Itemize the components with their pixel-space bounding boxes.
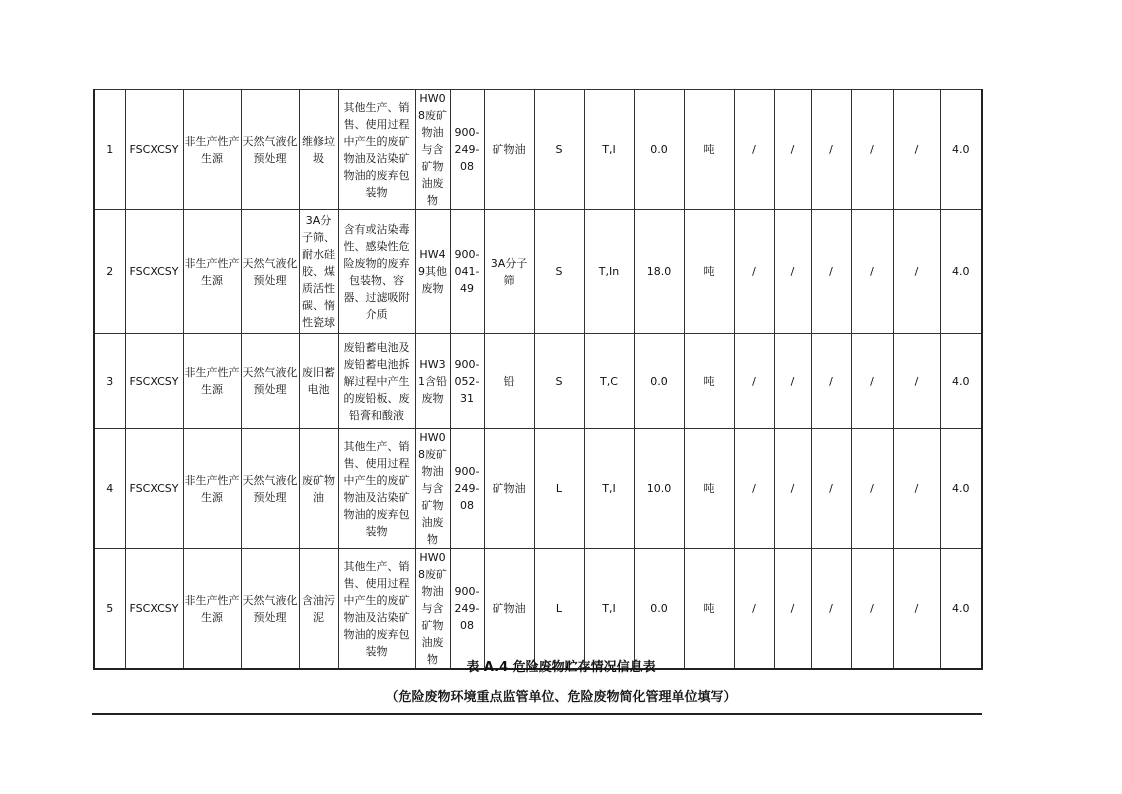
source-type: 非生产性产生源 (183, 429, 241, 549)
empty-cell: / (851, 210, 893, 334)
table-title: 表 A.4 危险废物贮存情况信息表 (466, 660, 656, 675)
empty-cell: / (851, 334, 893, 429)
harmful-component: 矿物油 (484, 90, 534, 210)
facility-code: FSCXCSY (125, 90, 183, 210)
row-number: 3 (94, 334, 125, 429)
facility-code: FSCXCSY (125, 549, 183, 670)
physical-form: L (534, 429, 584, 549)
empty-cell: / (893, 429, 940, 549)
hazard-property: T,C (584, 334, 634, 429)
waste-description: 其他生产、销售、使用过程中产生的废矿物油及沾染矿物油的废弃包装物 (338, 90, 415, 210)
waste-code: 900-041-49 (450, 210, 484, 334)
empty-cell: / (734, 429, 774, 549)
waste-category: HW31含铅废物 (415, 334, 450, 429)
empty-cell: / (774, 210, 811, 334)
unit: 吨 (684, 210, 734, 334)
waste-name: 维修垃圾 (299, 90, 338, 210)
empty-cell: / (734, 90, 774, 210)
waste-name: 3A分子筛、耐水硅胶、煤质活性碳、惰性瓷球 (299, 210, 338, 334)
amount: 0.0 (634, 334, 684, 429)
table-row (94, 549, 982, 670)
hazard-property: T,I (584, 549, 634, 670)
row-number: 5 (94, 549, 125, 670)
source-type: 非生产性产生源 (183, 90, 241, 210)
empty-cell: / (774, 90, 811, 210)
facility-name: 天然气液化预处理 (241, 210, 299, 334)
harmful-component: 矿物油 (484, 549, 534, 670)
source-type: 非生产性产生源 (183, 334, 241, 429)
waste-name: 含油污泥 (299, 549, 338, 670)
waste-name: 废矿物油 (299, 429, 338, 549)
empty-cell: / (811, 549, 851, 670)
waste-category: HW49其他废物 (415, 210, 450, 334)
unit: 吨 (684, 334, 734, 429)
amount: 10.0 (634, 429, 684, 549)
waste-name: 废旧蓄电池 (299, 334, 338, 429)
physical-form: S (534, 210, 584, 334)
empty-cell: / (734, 549, 774, 670)
unit: 吨 (684, 429, 734, 549)
waste-description: 其他生产、销售、使用过程中产生的废矿物油及沾染矿物油的废弃包装物 (338, 549, 415, 670)
last-value: 4.0 (940, 429, 982, 549)
waste-category: HW08废矿物油与含矿物油废物 (415, 429, 450, 549)
harmful-component: 3A分子筛 (484, 210, 534, 334)
empty-cell: / (774, 334, 811, 429)
waste-code: 900-249-08 (450, 549, 484, 670)
hazard-property: T,I (584, 429, 634, 549)
waste-code: 900-052-31 (450, 334, 484, 429)
last-value: 4.0 (940, 549, 982, 670)
last-value: 4.0 (940, 334, 982, 429)
hazard-property: T,I (584, 90, 634, 210)
empty-cell: / (774, 549, 811, 670)
empty-cell: / (851, 429, 893, 549)
empty-cell: / (893, 549, 940, 670)
empty-cell: / (811, 210, 851, 334)
last-value: 4.0 (940, 90, 982, 210)
hazard-property: T,In (584, 210, 634, 334)
amount: 0.0 (634, 549, 684, 670)
empty-cell: / (851, 90, 893, 210)
amount: 18.0 (634, 210, 684, 334)
empty-cell: / (851, 549, 893, 670)
table-row (94, 90, 982, 210)
source-type: 非生产性产生源 (183, 549, 241, 670)
unit: 吨 (684, 90, 734, 210)
waste-code: 900-249-08 (450, 429, 484, 549)
table-row (94, 334, 982, 429)
harmful-component: 矿物油 (484, 429, 534, 549)
waste-description: 废铅蓄电池及废铅蓄电池拆解过程中产生的废铅板、废铅膏和酸液 (338, 334, 415, 429)
waste-description: 其他生产、销售、使用过程中产生的废矿物油及沾染矿物油的废弃包装物 (338, 429, 415, 549)
physical-form: S (534, 90, 584, 210)
row-number: 4 (94, 429, 125, 549)
amount: 0.0 (634, 90, 684, 210)
waste-description: 含有或沾染毒性、感染性危险废物的废弃包装物、容器、过滤吸附介质 (338, 210, 415, 334)
table-subtitle: （危险废物环境重点监管单位、危险废物简化管理单位填写） (385, 690, 737, 705)
empty-cell: / (893, 334, 940, 429)
unit: 吨 (684, 549, 734, 670)
empty-cell: / (774, 429, 811, 549)
waste-category: HW08废矿物油与含矿物油废物 (415, 549, 450, 670)
table-row (94, 210, 982, 334)
facility-name: 天然气液化预处理 (241, 429, 299, 549)
harmful-component: 铅 (484, 334, 534, 429)
empty-cell: / (893, 90, 940, 210)
facility-code: FSCXCSY (125, 210, 183, 334)
facility-code: FSCXCSY (125, 334, 183, 429)
last-value: 4.0 (940, 210, 982, 334)
empty-cell: / (811, 429, 851, 549)
empty-cell: / (811, 90, 851, 210)
facility-name: 天然气液化预处理 (241, 334, 299, 429)
empty-cell: / (811, 334, 851, 429)
table-row (94, 429, 982, 549)
source-type: 非生产性产生源 (183, 210, 241, 334)
physical-form: S (534, 334, 584, 429)
row-number: 1 (94, 90, 125, 210)
facility-name: 天然气液化预处理 (241, 549, 299, 670)
facility-code: FSCXCSY (125, 429, 183, 549)
waste-category: HW08废矿物油与含矿物油废物 (415, 90, 450, 210)
facility-name: 天然气液化预处理 (241, 90, 299, 210)
header-rule (92, 713, 982, 715)
row-number: 2 (94, 210, 125, 334)
empty-cell: / (734, 334, 774, 429)
empty-cell: / (734, 210, 774, 334)
waste-code: 900-249-08 (450, 90, 484, 210)
empty-cell: / (893, 210, 940, 334)
physical-form: L (534, 549, 584, 670)
waste-table (93, 89, 983, 670)
